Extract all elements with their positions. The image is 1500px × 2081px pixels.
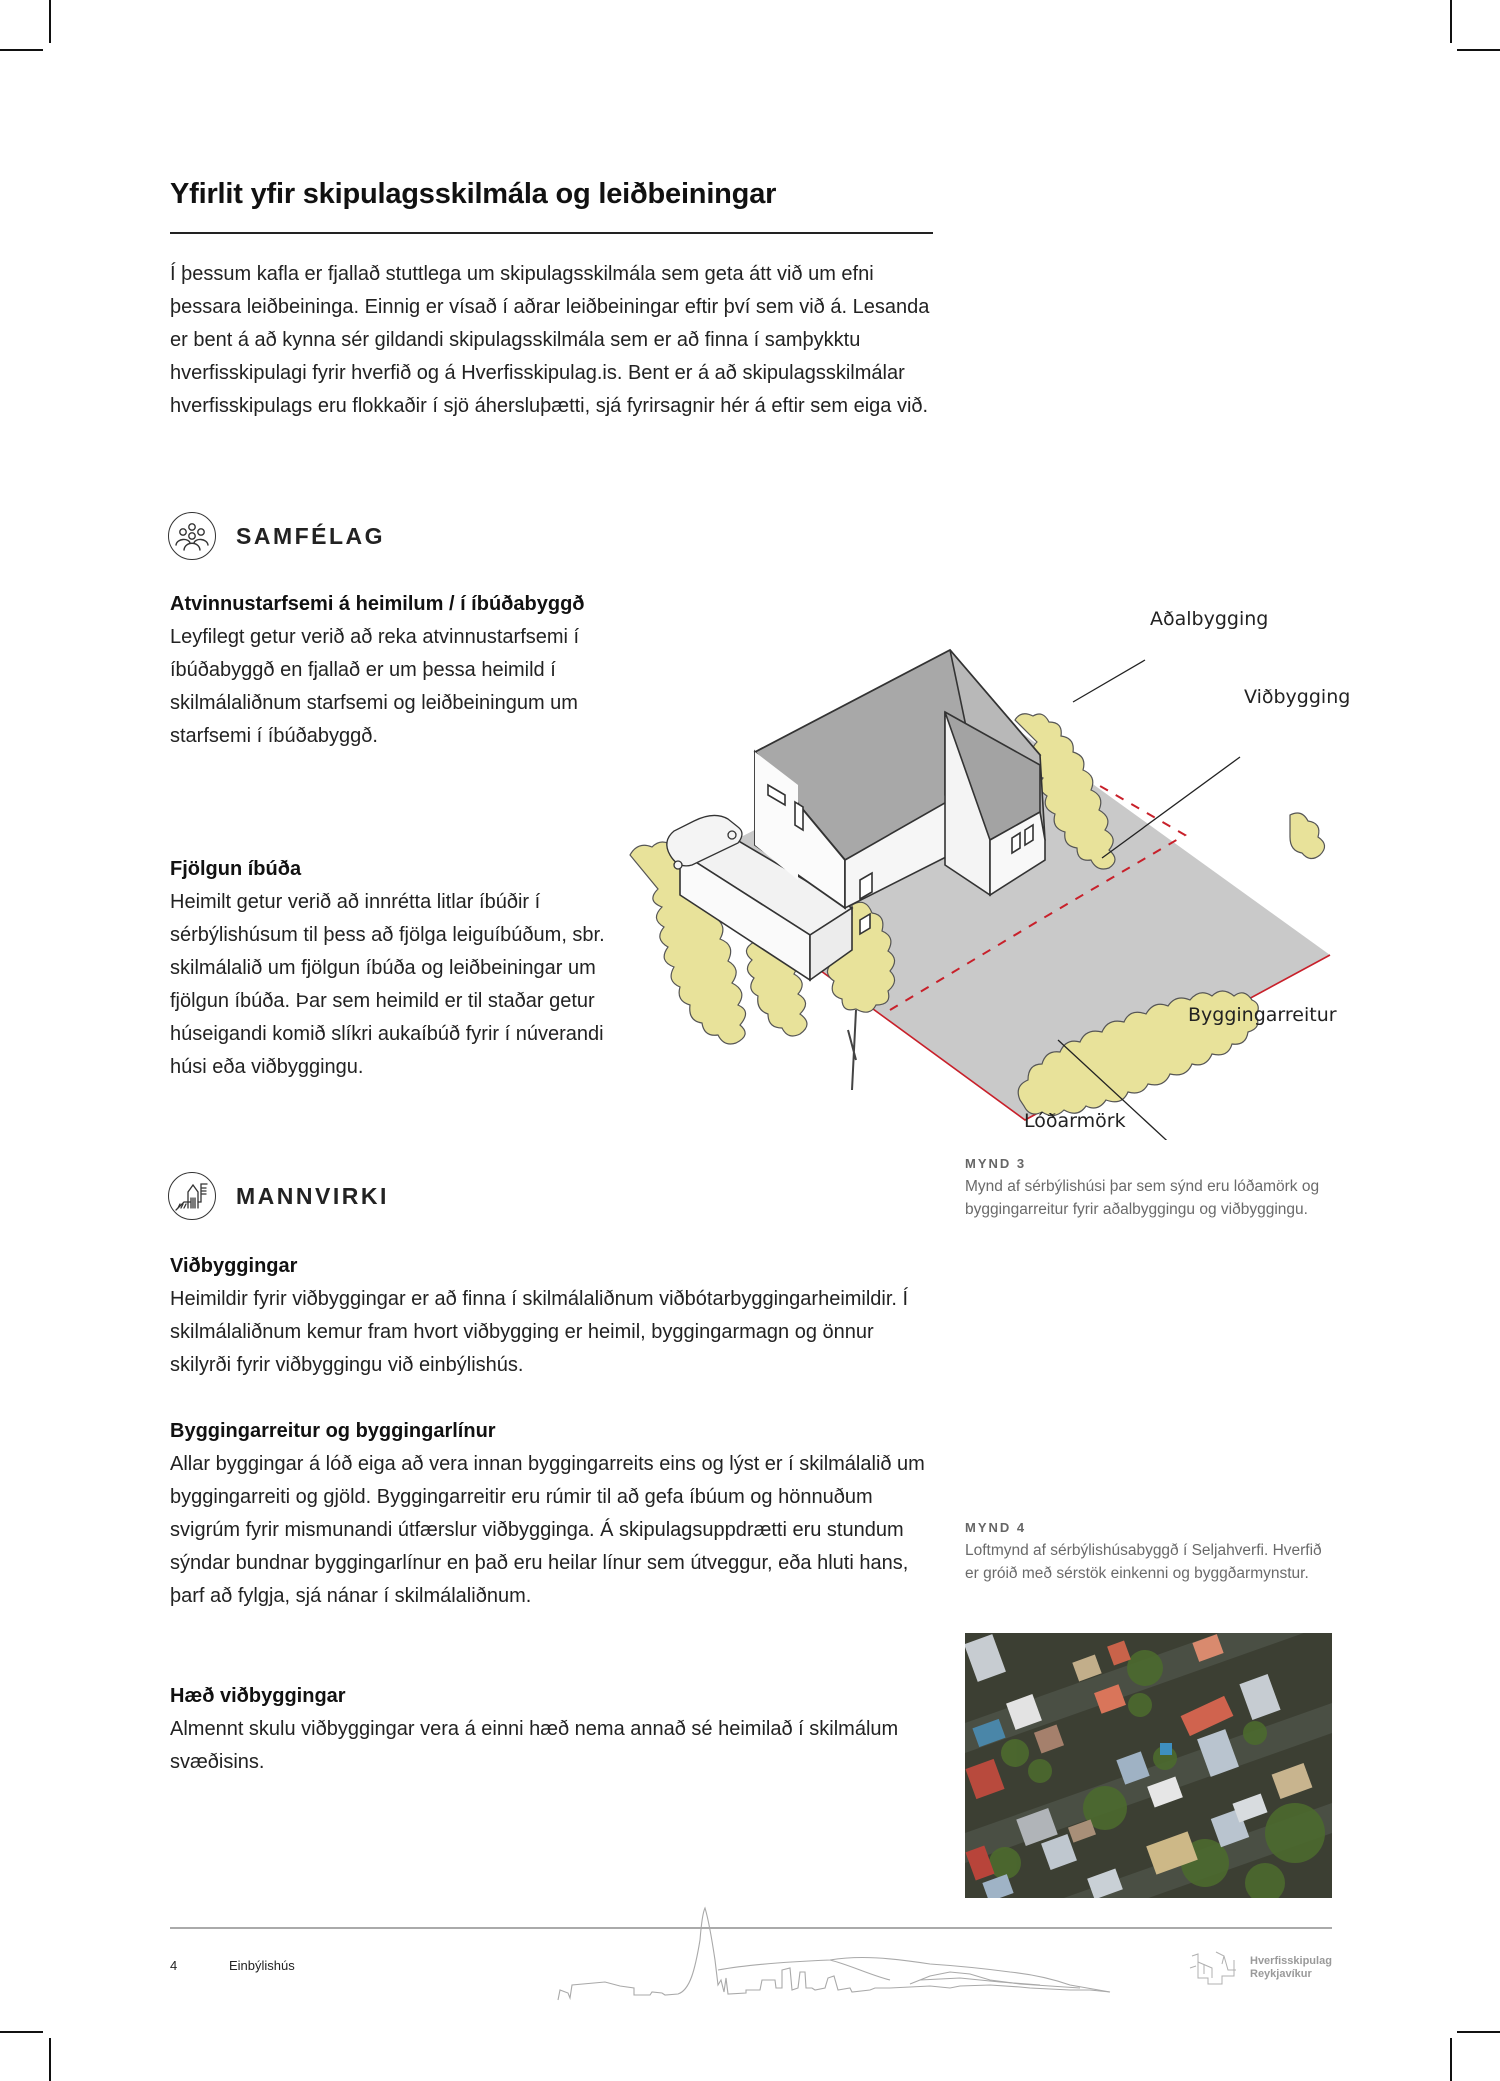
section-header-samfelag (168, 512, 385, 560)
crop-mark (49, 2038, 51, 2081)
subsection-heading: Byggingarreitur og byggingarlínur (170, 1420, 496, 1442)
section-title: SAMFÉLAG (236, 522, 386, 549)
crop-mark (1450, 0, 1452, 43)
subsection-body: Heimilt getur verið að innrétta litlar íbúðir í sérbýlishúsum til þess að fjölga leiguíbúðum, sbr. skilmálalið um fjölgun íbúða og leiðbeiningar um fjölgun íbúða. Þar sem heimild er til staðar getur húseigandi komið slíkri aukaíbúð fyrir í núverandi húsi eða viðbyggingu. (170, 891, 605, 1078)
subsection-heading: Hæð viðbyggingar (170, 1685, 346, 1707)
intro-paragraph: Í þessum kafla er fjallað stuttlega um skipulagsskilmála sem geta átt við um efni þessara leiðbeininga. Einnig er vísað í aðrar leiðbeiningar eftir því sem við á. Lesanda er bent á að kynna sér gildandi skipulagsskilmála sem er að finna í samþykktu hverfisskipulagi fyrir hverfið og á Hverfisskipulag.is. Bent er á að skipulagsskilmálar hverfisskipulags eru flokkaðir í sjö áhersluþætti, sjá fyrirsagnir hér á eftir sem eiga við. (170, 263, 930, 417)
hverfisskipulag-logo-icon (1188, 1948, 1244, 1988)
crop-mark (1457, 2031, 1500, 2033)
hverfisskipulag-logo (1188, 1948, 1332, 1988)
subsection-home-business (170, 588, 610, 753)
section-title: MANNVIRKI (236, 1182, 389, 1209)
label-building-area: Byggingarreitur (1188, 1004, 1337, 1026)
subsection-extensions (170, 1250, 940, 1382)
subsection-body: Allar byggingar á lóð eiga að vera innan byggingarreits eins og lýst er í skilmálalið um byggingarreiti og gjöld. Byggingarreitir eru rúmir til að gefa íbúum og hönnuðum svigrúm fyrir mismunandi útfærslur viðbygginga. Á skipulagsuppdrætti eru stundum sýndar bundnar byggingarlínur en það eru heilar línur sem útveggur, eða hluti hans, þarf að fylgja, sjá nánar í skilmálaliðnum. (170, 1453, 925, 1607)
page-number: 4 (170, 1958, 178, 1973)
label-extension: Viðbygging (1244, 686, 1351, 708)
figure-3-caption (965, 1152, 1335, 1221)
aerial-photo-seljahverfi (965, 1633, 1332, 1898)
subsection-extension-height (170, 1680, 930, 1779)
subsection-body: Heimildir fyrir viðbyggingar er að finna í skilmálaliðnum viðbótarbyggingarheimildir. Í skilmálaliðnum kemur fram hvort viðbygging er heimil, byggingarmagn og önnur skilyrði fyrir viðbyggingu við einbýlishús. (170, 1288, 909, 1376)
label-main-building: Aðalbygging (1150, 608, 1269, 630)
caption-text: Loftmynd af sérbýlishúsabyggð í Seljahverfi. Hverfið er gróið með sérstök einkenni og byggðarmynstur. (965, 1542, 1322, 1582)
caption-text: Mynd af sérbýlishúsi þar sem sýnd eru lóðamörk og byggingarreitur fyrir aðalbyggingu og viðbyggingu. (965, 1178, 1320, 1218)
community-people-icon (168, 512, 216, 560)
label-lot-boundary: Lóðarmörk (1024, 1110, 1126, 1132)
page-title: Yfirlit yfir skipulagsskilmála og leiðbeiningar (170, 178, 777, 210)
subsection-more-dwellings (170, 853, 610, 1084)
logo-line-2: Reykjavíkur (1250, 1968, 1312, 1980)
subsection-body: Leyfilegt getur verið að reka atvinnustarfsemi í íbúðabyggð en fjallað er um þessa heimild í skilmálaliðnum starfsemi og leiðbeiningum um starfsemi í íbúðabyggð. (170, 626, 580, 747)
document-name: Einbýlishús (229, 1958, 295, 1973)
crop-mark (0, 2031, 43, 2033)
logo-line-1: Hverfisskipulag (1250, 1955, 1332, 1967)
section-header-mannvirki (168, 1172, 389, 1220)
subsection-building-area (170, 1415, 930, 1613)
buildings-structures-icon (168, 1172, 216, 1220)
crop-mark (1450, 2038, 1452, 2081)
caption-title: MYND 3 (965, 1156, 1027, 1171)
house-plot-illustration (620, 590, 1370, 1140)
title-divider (170, 232, 933, 234)
crop-mark (1457, 49, 1500, 51)
crop-mark (0, 49, 43, 51)
crop-mark (49, 0, 51, 43)
caption-title: MYND 4 (965, 1520, 1027, 1535)
subsection-heading: Atvinnustarfsemi á heimilum / í íbúðabyggð (170, 593, 585, 615)
reykjavik-skyline-icon (550, 1900, 1140, 2010)
subsection-heading: Viðbyggingar (170, 1255, 298, 1277)
figure-4-caption (965, 1516, 1335, 1585)
subsection-body: Almennt skulu viðbyggingar vera á einni hæð nema annað sé heimilað í skilmálum svæðisins. (170, 1718, 899, 1773)
subsection-heading: Fjölgun íbúða (170, 858, 302, 880)
